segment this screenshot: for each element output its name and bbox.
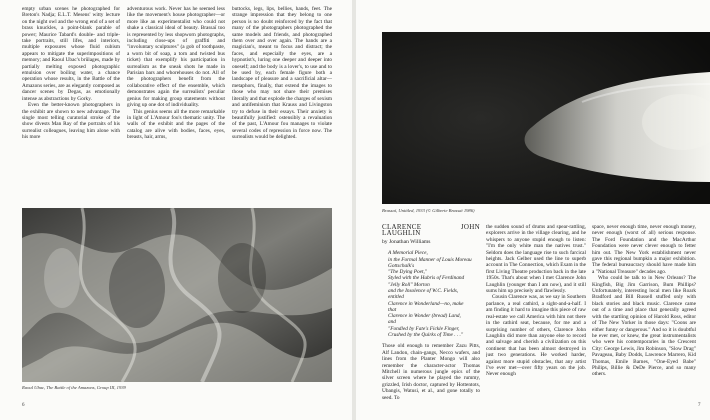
poem-line: in the Formal Manner of Louis Moreau	[388, 256, 472, 263]
left-column-3	[232, 6, 332, 202]
paragraph: space, never enough time, never enough money, never enough (worst of all) serious response. The Ford Foundation and the MacArthur Foundation were never clever enough to fetter him out. The New York establishment never gave this regional bumpkin a major exhibition. The federal bureaucracy should have made him a "National Treasure" decades ago.	[592, 224, 696, 275]
paragraph: Who could be talk to in New Orleans? The Kingfish, Big Jim Garrison, Bum Phillips? Unfortunately, interesting local men like Roark Bradford and Bill Russell stuffed only with black stories and black music. Clarence came out of a time and place that generally agreed with the startling opinion of Harold Ross, editor of The New Yorker in those days: "Coons are either funny or dangerous." And so it is doubtful he ever met, or knew, the great instrumentalists who were his contemporaries in the Crescent City: George Lewis, Jim Robinson, "Slow Drag" Pavageau, Baby Dodds, Lawrence Marrero, Kid Thomas, Emile Barnes, "One-Eyed Babe" Philips, Billie & DeDe Pierce, and so many others.	[592, 275, 696, 378]
brassai-caption: Brassaï, Untitled, 1933 (© Gilberte Brassaï 1986)	[382, 208, 475, 213]
paragraph: adventurous work. Never has he seemed less like the movement's house photographer—or more like an experimentalist who could not shake a classical ideal of beauty. Brassaï too is represented by less shopworn photographs, including close-ups of graffiti and "involuntary sculptures" (a gob of toothpaste, a worn bit of soap, a torn and twisted bus ticket) that exemplify his participation in surrealism as the sneak shots he made in Parisian bars and whorehouses do not. All of the photographers benefit from the collaborative effect of the ensemble, which demonstrates again the surrealists' peculiar genius for making group statements without giving up one dot of individuality.	[127, 6, 225, 109]
poem-line: and the Insolence of W.C. Fields,	[388, 288, 459, 294]
paragraph: Cousin Clarence was, as we say in Southern parlance, a real cathird, a sight-and-a-half. I am finding it hard to imagine this piece of raw real-estate we call America with him not there in the cathird seat, because, for me and a surprising number of others, Clarence John Laughlin did more than anyone else to record and salvage and cherish a civilization on this continent that has been almost destroyed in just two generations. He worked harder, against more stupid obstacles, that any artist I've ever met—over fifty years on the job. Never enough	[486, 294, 586, 378]
poem-line: Styled with the Hubris of Ferdinand	[388, 275, 465, 282]
poem-line: that	[388, 306, 397, 313]
ubac-photograph	[22, 208, 332, 382]
left-column-1	[22, 6, 120, 202]
poem-line: and	[388, 319, 396, 326]
left-page	[0, 0, 352, 420]
poem-line: Clarence in Wonder (bread) Land,	[388, 313, 461, 320]
poem-line: "Jelly Roll" Morton	[388, 281, 430, 288]
poem-line: "Fondled by Fate's Fickle Finger,	[388, 325, 460, 332]
paragraph: buttocks, legs, lips, bellies, hands, feet. The strange impression that they belong to one person is no doubt reinforced by the fact that many of the photographers photographed the same models and friends, and photographed them over and over again. The hands are a magician's, meant to focus and distract; the faces, and especially the eyes, are a hypnotist's, luring one deeper and deeper into oneself; and the body is a lover's, to use and to be used by, each female figure both a landscape of pleasure and a sacrificial altar—metaphors, finally, that extend the images to those who may not share their premises literally and that explode the charges of sexism and antifeminism that Krauss and Livingston try to defuse in their essays. Their anxiety is beautifully justified: ostensibly a revaluation of the past, L'Amour fou manages to violate several codes of repression in force now. The surrealists would be delighted.	[232, 6, 332, 141]
paragraph: empty urban scenes he photographed for Breton's Nadja; E.L.T. Mesens' witty lecture on the night owl and the wrong end of a set of brass knuckles, a point-blank parable of power; Maurice Tabard's double- and triple-take portraits, still lifes, and interiors, multiple exposures whose fluid cubism appears to mitigate the superimpositions of memory; and Raoul Ubac's brûlages, made by partially melting exposed photographic emulsion over boiling water, a chance operation whose results, in the Battle of the Amazons series, are as elegantly composed as dancer scenes by Degas, as emotionally intense as abstractions by Gorky.	[22, 6, 120, 102]
right-column-3	[592, 224, 696, 410]
poem-line: Crushed by the Quirks of Time . . ."	[388, 332, 464, 339]
paragraph: the sudden sound of drums and spear-rattling, explorers arrive in the village clearing, and he whispers to anyone stupid enough to listen: "I'm the only white man the natives trust." Seldom does the language rise to such farcical heights. Jack Gelber used the line to superb account in The Connection, which Exam in the first Living Theatre production back in the late 1950s. That's about when I met Clarence John Laughlin (younger than I am now), and it still sums him up precisely and flawlessly.	[486, 224, 586, 295]
dedication-poem	[388, 250, 480, 338]
article-byline: by Jonathan Williams	[382, 238, 431, 245]
poem-line: entitled	[388, 294, 404, 301]
right-column-1	[382, 224, 480, 410]
paragraph: Even the better-known photographers in the exhibit are shown to new advantage. The single most telling curatorial stroke of the show divests Man Ray of the portraits of his surrealist colleagues, leaving him alone with his more	[22, 102, 120, 141]
brassai-photograph	[382, 32, 710, 204]
right-page	[356, 0, 710, 420]
paragraph: Those old enough to remember Zazu Pitts, Alf Landon, chain-gangs, Necco wafers, and lines from the Planter Mongo will also remember the character-actor Thomas Mitchell in numerous jungle epics of the silver screen where he played the rummy, grizzled, Irish doctor, captured by Hottentots, Ubangis, Watusi, et al., and gone totally to seed. To	[382, 343, 480, 401]
poem-line: Gottschalk's	[388, 262, 415, 269]
folio-left: 6	[22, 403, 25, 408]
right-column-2	[486, 224, 586, 410]
ubac-caption: Raoul Ubac, The Battle of the Amazons, Group III, 1939	[22, 385, 126, 390]
article-heading: CLARENCE JOHN LAUGHLIN	[382, 224, 480, 238]
poem-line: Clarence in Wonderland—no, make	[388, 300, 464, 307]
poem-line: A Memorial Piece,	[388, 250, 428, 257]
paragraph: This genius seems all the more remarkable in light of L'Amour fou's thematic unity. The walls of the exhibit and the pages of the catalog are alive with bodies, faces, eyes, breasts, hair, arms,	[127, 108, 225, 141]
folio-right: 7	[698, 403, 701, 408]
left-column-2	[127, 6, 225, 202]
poem-line: "The Dying Poet,"	[388, 269, 428, 276]
